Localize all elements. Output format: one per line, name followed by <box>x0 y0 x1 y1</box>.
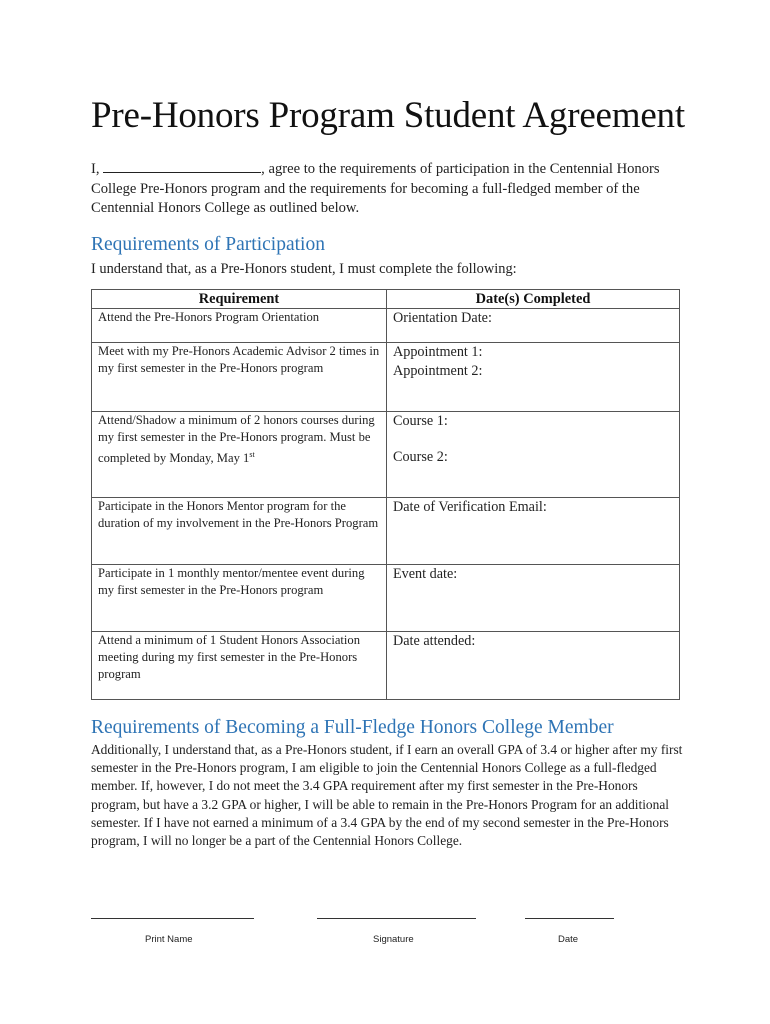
requirement-cell: Participate in 1 monthly mentor/mentee event during my first semester in the Pre-Honors program <box>92 565 387 632</box>
date-label: Date attended: <box>393 633 476 649</box>
table-row <box>92 309 680 343</box>
date-label: Course 1: <box>393 413 448 429</box>
table-row <box>92 632 680 700</box>
date-label: Date of Verification Email: <box>393 499 547 515</box>
section-heading-full-member: Requirements of Becoming a Full-Fledge Honors College Member <box>91 717 614 738</box>
section-lead-text: I understand that, as a Pre-Honors student, I must complete the following: <box>91 261 517 277</box>
date-label: Course 2: <box>393 448 448 465</box>
intro-text: , agree to the requirements of participation in the Centennial Honors College Pre-Honors program and the requirements for becoming a full-fledged member of the Centennial Honors College as outlined below. <box>91 161 660 216</box>
name-blank-line <box>103 160 261 173</box>
date-cell <box>387 632 680 700</box>
requirement-cell: Attend the Pre-Honors Program Orientation <box>92 309 387 343</box>
intro-prefix: I, <box>91 161 100 177</box>
date-label: Appointment 1: <box>393 344 483 360</box>
date-cell <box>387 343 680 412</box>
signature-label: Signature <box>373 934 414 945</box>
requirement-cell: Attend a minimum of 1 Student Honors Association meeting during my first semester in the Pre-Honors program <box>92 632 387 700</box>
table-row <box>92 498 680 565</box>
date-cell <box>387 565 680 632</box>
print-name-label: Print Name <box>145 934 193 945</box>
page-title: Pre-Honors Program Student Agreement <box>91 95 685 136</box>
requirement-cell: Meet with my Pre-Honors Academic Advisor 2 times in my first semester in the Pre-Honors program <box>92 343 387 412</box>
signature-line <box>317 918 476 919</box>
table-header-row <box>92 290 680 309</box>
requirement-cell: Participate in the Honors Mentor program for the duration of my involvement in the Pre-Honors Program <box>92 498 387 565</box>
table-row <box>92 343 680 412</box>
date-cell <box>387 412 680 498</box>
column-header-dates: Date(s) Completed <box>387 290 680 309</box>
requirement-cell <box>92 412 387 498</box>
requirement-text: Attend/Shadow a minimum of 2 honors courses during my first semester in the Pre-Honors program. Must be completed by Monday, May 1 <box>98 413 375 466</box>
date-label: Appointment 2: <box>393 362 483 379</box>
print-name-line <box>91 918 254 919</box>
table-row <box>92 412 680 498</box>
requirements-table <box>91 289 680 700</box>
section-body-paragraph: Additionally, I understand that, as a Pre-Honors student, if I earn an overall GPA of 3.4 or higher after my first semester in the Pre-Honors program, I am eligible to join the Centennial Honors College as a full-fledged member. If, however, I do not meet the 3.4 GPA requirement after my first semester in the Pre-Honors program, but have a 3.2 GPA or higher, I will be able to remain in the Pre-Honors Program for an additional semester. If I have not earned a minimum of a 3.4 GPA by the end of my second semester in the Pre-Honors program, I will no longer be a part of the Centennial Honors College. <box>91 742 683 849</box>
intro-paragraph <box>91 160 681 219</box>
ordinal-suffix: st <box>249 450 255 459</box>
date-label: Orientation Date: <box>393 310 492 326</box>
table-row <box>92 565 680 632</box>
date-line <box>525 918 614 919</box>
date-label: Event date: <box>393 566 458 582</box>
column-header-requirement: Requirement <box>92 290 387 309</box>
date-cell <box>387 498 680 565</box>
date-cell <box>387 309 680 343</box>
section-heading-participation: Requirements of Participation <box>91 234 325 255</box>
date-label-signature: Date <box>558 934 579 945</box>
